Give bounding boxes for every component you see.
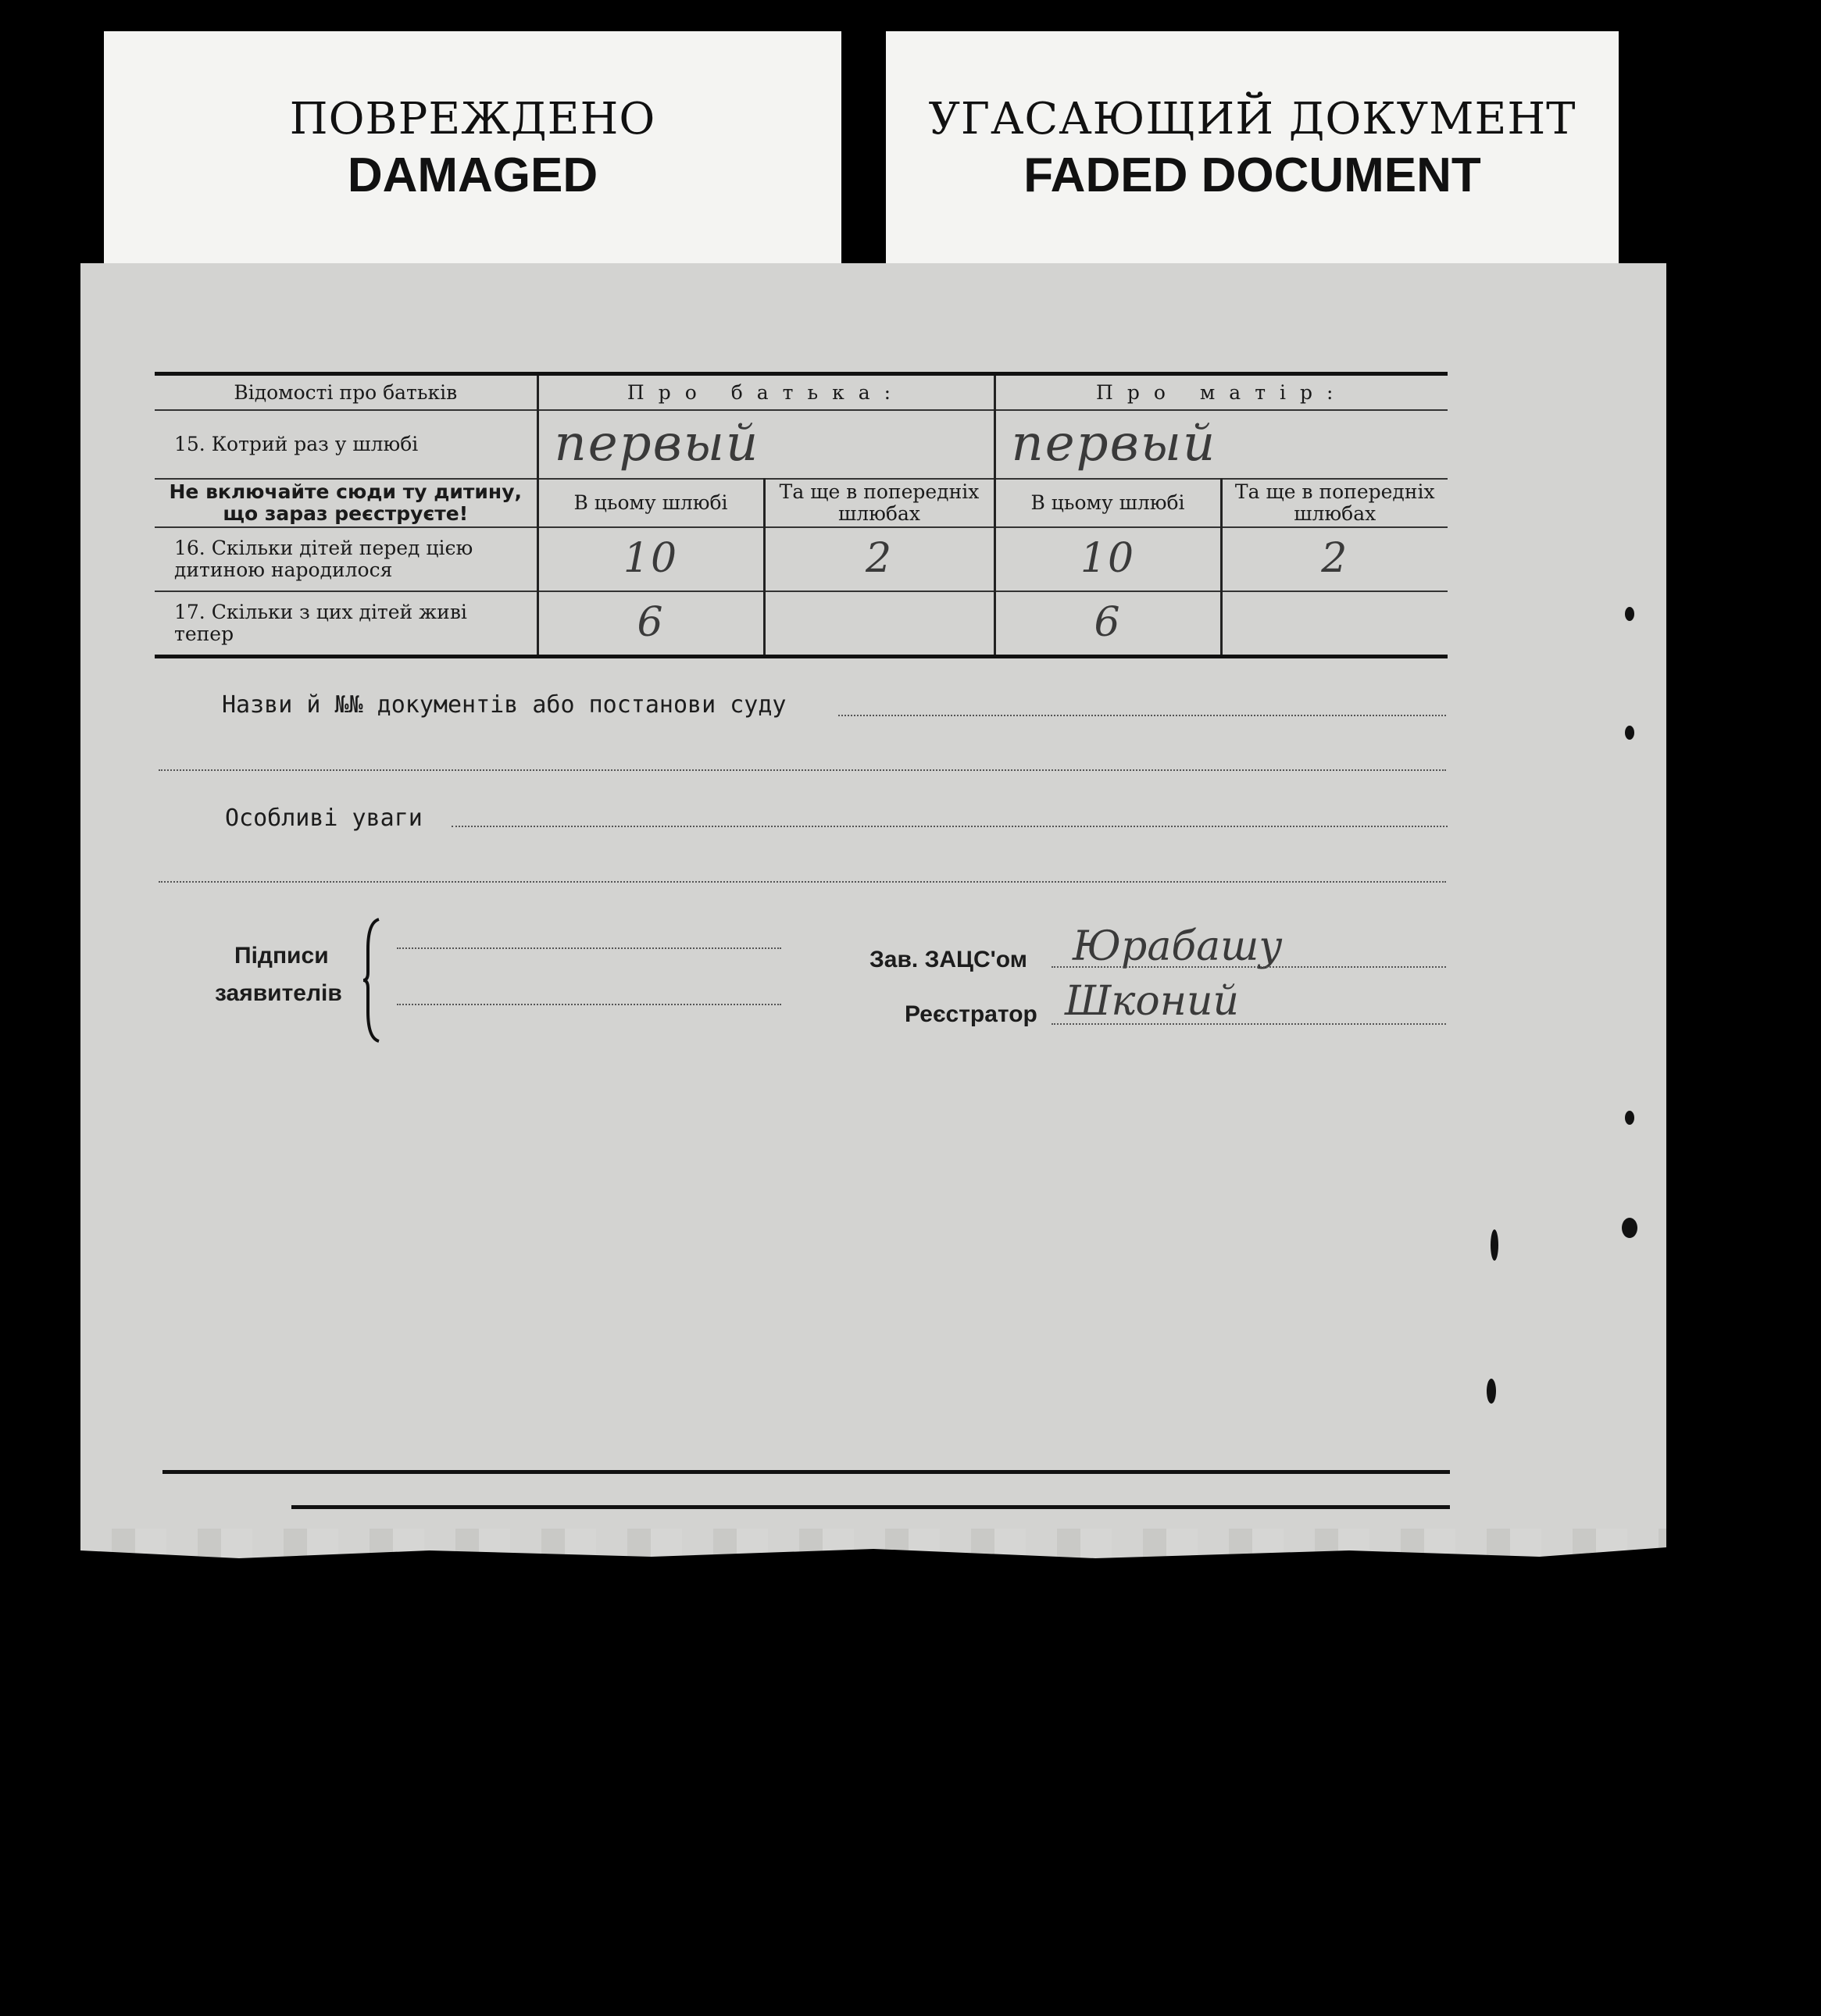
document-sheet (80, 263, 1666, 1544)
applicant-signature-line-2 (397, 1004, 781, 1005)
head-label: Зав. ЗАЦС'ом (869, 947, 1027, 972)
punch-hole (1625, 726, 1634, 740)
sub-father-prev: Та ще в попередніх шлюбах (764, 479, 994, 527)
table-row-subheader (155, 479, 1448, 527)
punch-hole (1487, 1379, 1496, 1404)
documents-label: Назви й №№ документів або постанови суду (222, 691, 787, 719)
applicant-signature-line-1 (397, 947, 781, 949)
registrar-signature: Шконий (1065, 978, 1239, 1025)
q17-mother-this: 6 (994, 591, 1221, 657)
sub-mother-this: В цьому шлюбі (994, 479, 1221, 527)
faded-label-ru: УГАСАЮЩИЙ ДОКУМЕНТ (928, 94, 1576, 145)
table-header-row (155, 374, 1448, 410)
remarks-label: Особливі уваги (225, 805, 423, 832)
applicants-brace (363, 918, 384, 1043)
registrar-signature-line (1052, 1023, 1446, 1025)
table-row-q16 (155, 527, 1448, 591)
q17-label: 17. Скільки з цих дітей живі тепер (155, 591, 537, 657)
q17-mother-prev (1221, 591, 1448, 657)
q16-label: 16. Скільки дітей перед цією дитиною народилося (155, 527, 537, 591)
sub-mother-prev: Та ще в попередніх шлюбах (1221, 479, 1448, 527)
q15-mother: первый (994, 410, 1448, 479)
q16-mother-prev: 2 (1221, 527, 1448, 591)
punch-hole (1491, 1229, 1498, 1261)
header-father: Про батька: (537, 374, 994, 410)
q16-father-prev: 2 (764, 527, 994, 591)
remarks-line-1 (452, 826, 1448, 827)
remarks-line-2 (159, 881, 1446, 883)
q15-label: 15. Котрий раз у шлюбі (155, 410, 537, 479)
q16-mother-this: 10 (994, 527, 1221, 591)
sub-father-this: В цьому шлюбі (537, 479, 764, 527)
table-row-q17 (155, 591, 1448, 657)
documents-line-2 (159, 769, 1446, 771)
parents-info-table (155, 372, 1448, 658)
q15-father: первый (537, 410, 994, 479)
note-exclude-child: Не включайте сюди ту дитину, що зараз реєструєте! (155, 479, 537, 527)
faded-label-card (886, 31, 1619, 266)
punch-hole (1625, 1111, 1634, 1125)
damaged-label-en: DAMAGED (347, 148, 598, 202)
head-signature-line (1052, 966, 1446, 968)
table-row-q15 (155, 410, 1448, 479)
q17-father-this: 6 (537, 591, 764, 657)
documents-line-1 (838, 715, 1446, 716)
damaged-label-card (104, 31, 841, 266)
head-signature: Юрабашу (1073, 923, 1283, 970)
q16-father-this: 10 (537, 527, 764, 591)
applicants-label-2: заявителів (215, 980, 342, 1006)
damaged-label-ru: ПОВРЕЖДЕНО (289, 94, 656, 145)
punch-hole (1622, 1218, 1637, 1238)
bottom-rule-2 (291, 1505, 1450, 1509)
faded-label-en: FADED DOCUMENT (1023, 148, 1481, 202)
header-col1: Відомості про батьків (155, 374, 537, 410)
punch-hole (1625, 607, 1634, 621)
header-mother: Про матір: (994, 374, 1448, 410)
bottom-rule-1 (162, 1470, 1450, 1474)
q17-father-prev (764, 591, 994, 657)
applicants-label-1: Підписи (234, 943, 329, 969)
registrar-label: Реєстратор (905, 1001, 1037, 1027)
